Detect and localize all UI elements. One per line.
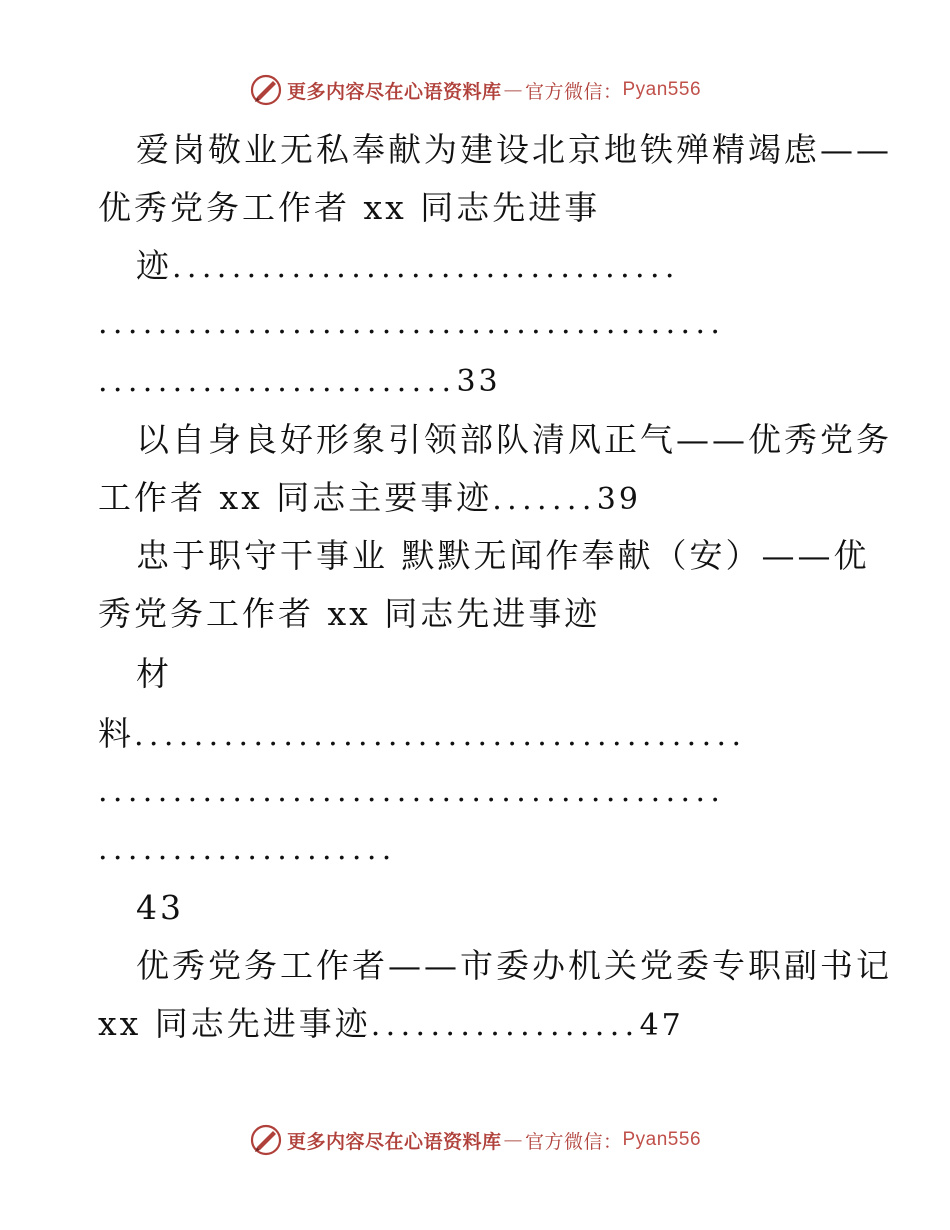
watermark-label: 官方微信：	[524, 1130, 623, 1153]
watermark-label: 官方微信：	[524, 80, 623, 103]
pen-logo-icon	[249, 1123, 283, 1157]
toc-entry-2-line-1: 以自身良好形象引领部队清风正气——优秀党务	[136, 420, 892, 459]
watermark-site: 更多内容尽在心语资料库	[286, 1130, 502, 1153]
toc-entry-4-page: 47	[639, 1008, 684, 1043]
toc-entry-1-line-1: 爱岗敬业无私奉献为建设北京地铁殚精竭虑——	[136, 130, 892, 169]
toc-entry-1-leader-3: ........................	[98, 364, 457, 399]
toc-entry-2-leader: .......	[492, 482, 597, 517]
toc-entry-3-line-4	[98, 714, 746, 754]
toc-entry-4-line-2	[98, 1004, 684, 1044]
header-watermark	[0, 70, 950, 110]
toc-entry-2-page: 39	[596, 482, 641, 517]
toc-entry-1-text-tail: 迹	[136, 246, 172, 285]
toc-entry-3-line-3: 材	[136, 654, 172, 693]
watermark-handle: Pyan556	[622, 1129, 702, 1150]
footer-watermark	[0, 1120, 950, 1160]
watermark-separator: —	[503, 79, 523, 101]
toc-entry-3-leader-1: .........................................	[134, 718, 747, 753]
toc-entry-3-leader-3: ....................	[98, 832, 397, 867]
toc-entry-3-text-tail: 料	[98, 714, 134, 753]
toc-entry-3-line-2: 秀党务工作者 xx 同志先进事迹	[98, 594, 601, 633]
watermark-separator: —	[503, 1129, 523, 1151]
watermark-site: 更多内容尽在心语资料库	[286, 80, 502, 103]
toc-entry-1-leader-1: ..................................	[172, 250, 680, 285]
toc-entry-2-line-2	[98, 478, 641, 518]
pen-logo-icon	[249, 73, 283, 107]
toc-entry-2-text-tail: 工作者 xx 同志主要事迹	[98, 478, 493, 517]
toc-entry-3-leader-2: ..........................................	[98, 774, 726, 809]
toc-entry-1-line-5	[98, 362, 501, 402]
toc-entry-3-page: 43	[136, 888, 184, 927]
toc-entry-4-line-1: 优秀党务工作者——市委办机关党委专职副书记	[136, 946, 892, 985]
toc-entry-3-line-1: 忠于职守干事业 默默无闻作奉献（安）——优	[136, 536, 870, 575]
toc-entry-4-text-tail: xx 同志先进事迹	[98, 1004, 371, 1043]
toc-entry-4-leader: ..................	[370, 1008, 640, 1043]
toc-entry-1-page: 33	[456, 364, 501, 399]
watermark-handle: Pyan556	[622, 79, 702, 100]
toc-entry-1-line-3	[136, 246, 680, 286]
toc-entry-1-leader-2: ..........................................	[98, 306, 726, 341]
toc-entry-1-line-2: 优秀党务工作者 xx 同志先进事	[98, 188, 601, 227]
